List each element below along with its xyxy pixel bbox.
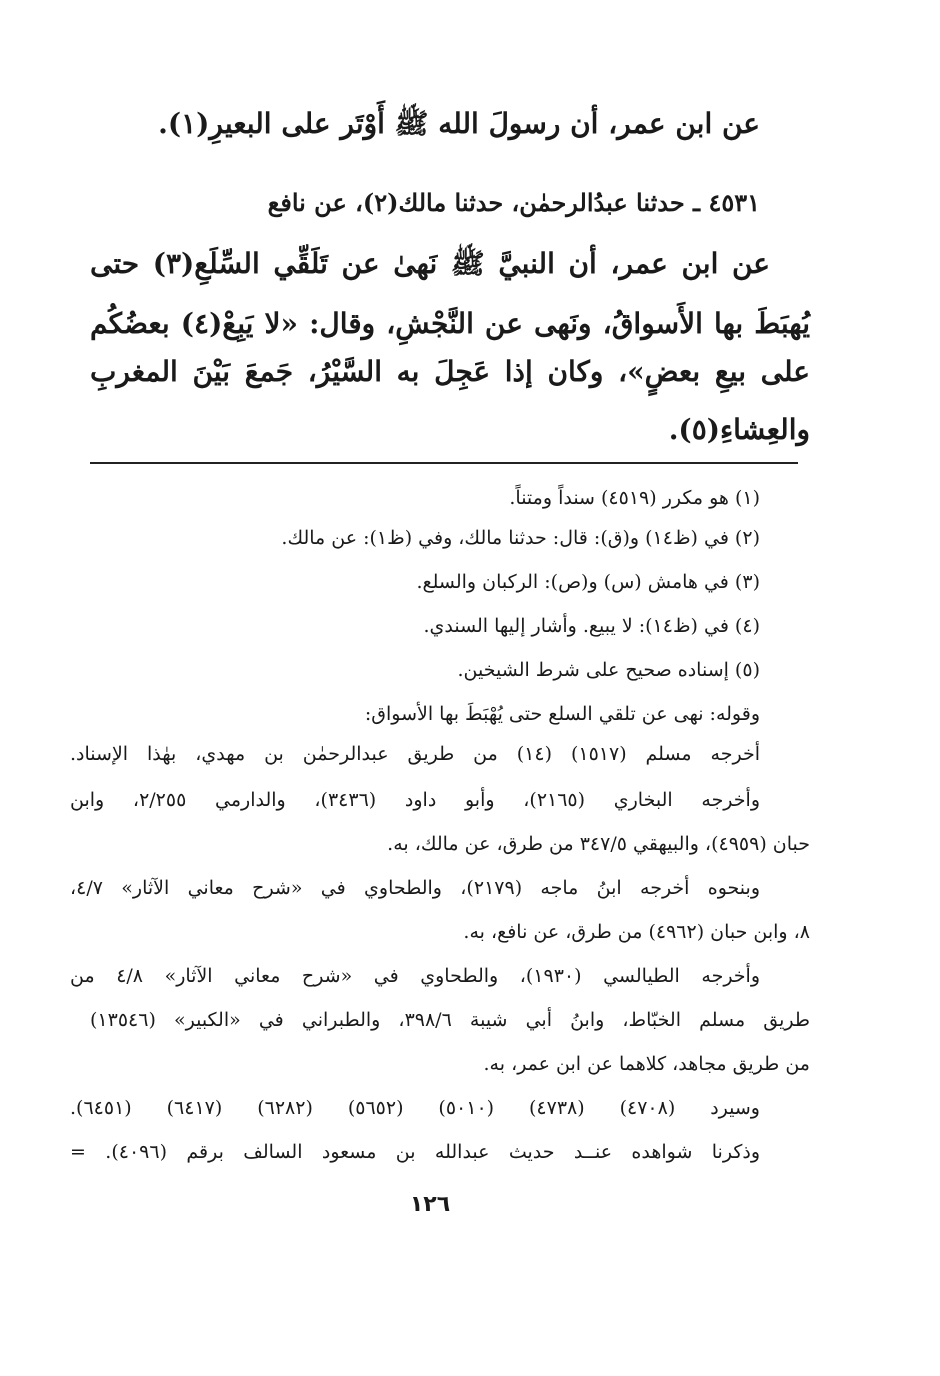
footnote-note-heading: وقوله: نهى عن تلقي السلع حتى يُهْبَطَ بها الأسواق: <box>364 703 760 725</box>
footnote-5: (٥) إسناده صحيح على شرط الشيخين. <box>457 659 760 681</box>
footnote-line-10: وبنحوه أخرجه ابنُ ماجه (٢١٧٩)، والطحاوي في «شرح معاني الآثار» ٤/٧، <box>70 877 761 899</box>
main-line-3: عن ابن عمر، أن النبيَّ ﷺ نَهىٰ عن تَلَقِّي السِّلَعِ(٣) حتى <box>90 247 771 280</box>
page-number: ١٢٦ <box>409 1192 451 1217</box>
footnote-1: (١) هو مكرر (٤٥١٩) سنداً ومتناً. <box>509 487 760 509</box>
main-line-5: على بيعِ بعضٍ»، وكان إذا عَجِلَ به السَّيْرُ، جَمعَ بَيْنَ المغربِ <box>90 355 810 388</box>
footnote-line-11: ٨، وابن حبان (٤٩٦٢) من طرق، عن نافع، به. <box>463 921 810 943</box>
footnote-line-16: وذكرنا شواهده عنــد حديث عبدالله بن مسعود السالف برقم (٤٠٩٦). = <box>70 1141 760 1163</box>
footnote-line-14: من طريق مجاهد، كلاهما عن ابن عمر، به. <box>483 1053 810 1075</box>
main-line-4: يُهبَطَ بها الأَسواقُ، ونَهى عن النَّجْشِ، وقال: «لا يَبِعْ(٤) بعضُكُم <box>90 307 810 340</box>
footnote-3: (٣) في هامش (س) و(ص): الركبان والسلع. <box>416 571 760 593</box>
main-line-1: عن ابن عمر، أن رسولَ الله ﷺ أَوْتَر على البعيرِ(١). <box>158 107 760 140</box>
footnote-line-12: وأخرجه الطيالسي (١٩٣٠)، والطحاوي في «شرح معاني الآثار» ٤/٨ من <box>70 965 760 987</box>
footnote-line-9: حبان (٤٩٥٩)، والبيهقي ٣٤٧/٥ من طرق، عن مالك، به. <box>387 833 810 855</box>
footnote-2: (٢) في (ظ١٤) و(ق): قال: حدثنا مالك، وفي (ظ١): عن مالك. <box>281 527 760 549</box>
footnote-4: (٤) في (ظ١٤): لا يبيع. وأشار إليها السندي. <box>423 615 760 637</box>
main-line-2: ٤٥٣١ ـ حدثنا عبدُالرحمٰن، حدثنا مالك(٢)، عن نافع <box>267 188 760 217</box>
footnote-line-8: وأخرجه البخاري (٢١٦٥)، وأبو داود (٣٤٣٦)، والدارمي ٢/٢٥٥، وابن <box>70 789 760 811</box>
footnote-line-13: طريق مسلم الخبّاط، وابنُ أبي شيبة ٣٩٨/٦، والطبراني في «الكبير» (١٣٥٤٦) <box>90 1009 810 1031</box>
footnote-divider <box>90 462 798 464</box>
main-line-6: والعِشاءِ(٥). <box>668 413 810 446</box>
footnote-line-15: وسيرد (٤٧٠٨) (٤٧٣٨) (٥٠١٠) (٥٦٥٢) (٦٢٨٢) (٦٤١٧) (٦٤٥١). <box>70 1097 760 1119</box>
footnote-line-7: أخرجه مسلم (١٥١٧) (١٤) من طريق عبدالرحمٰن بن مهدي، بهٰذا الإسناد. <box>70 743 760 765</box>
